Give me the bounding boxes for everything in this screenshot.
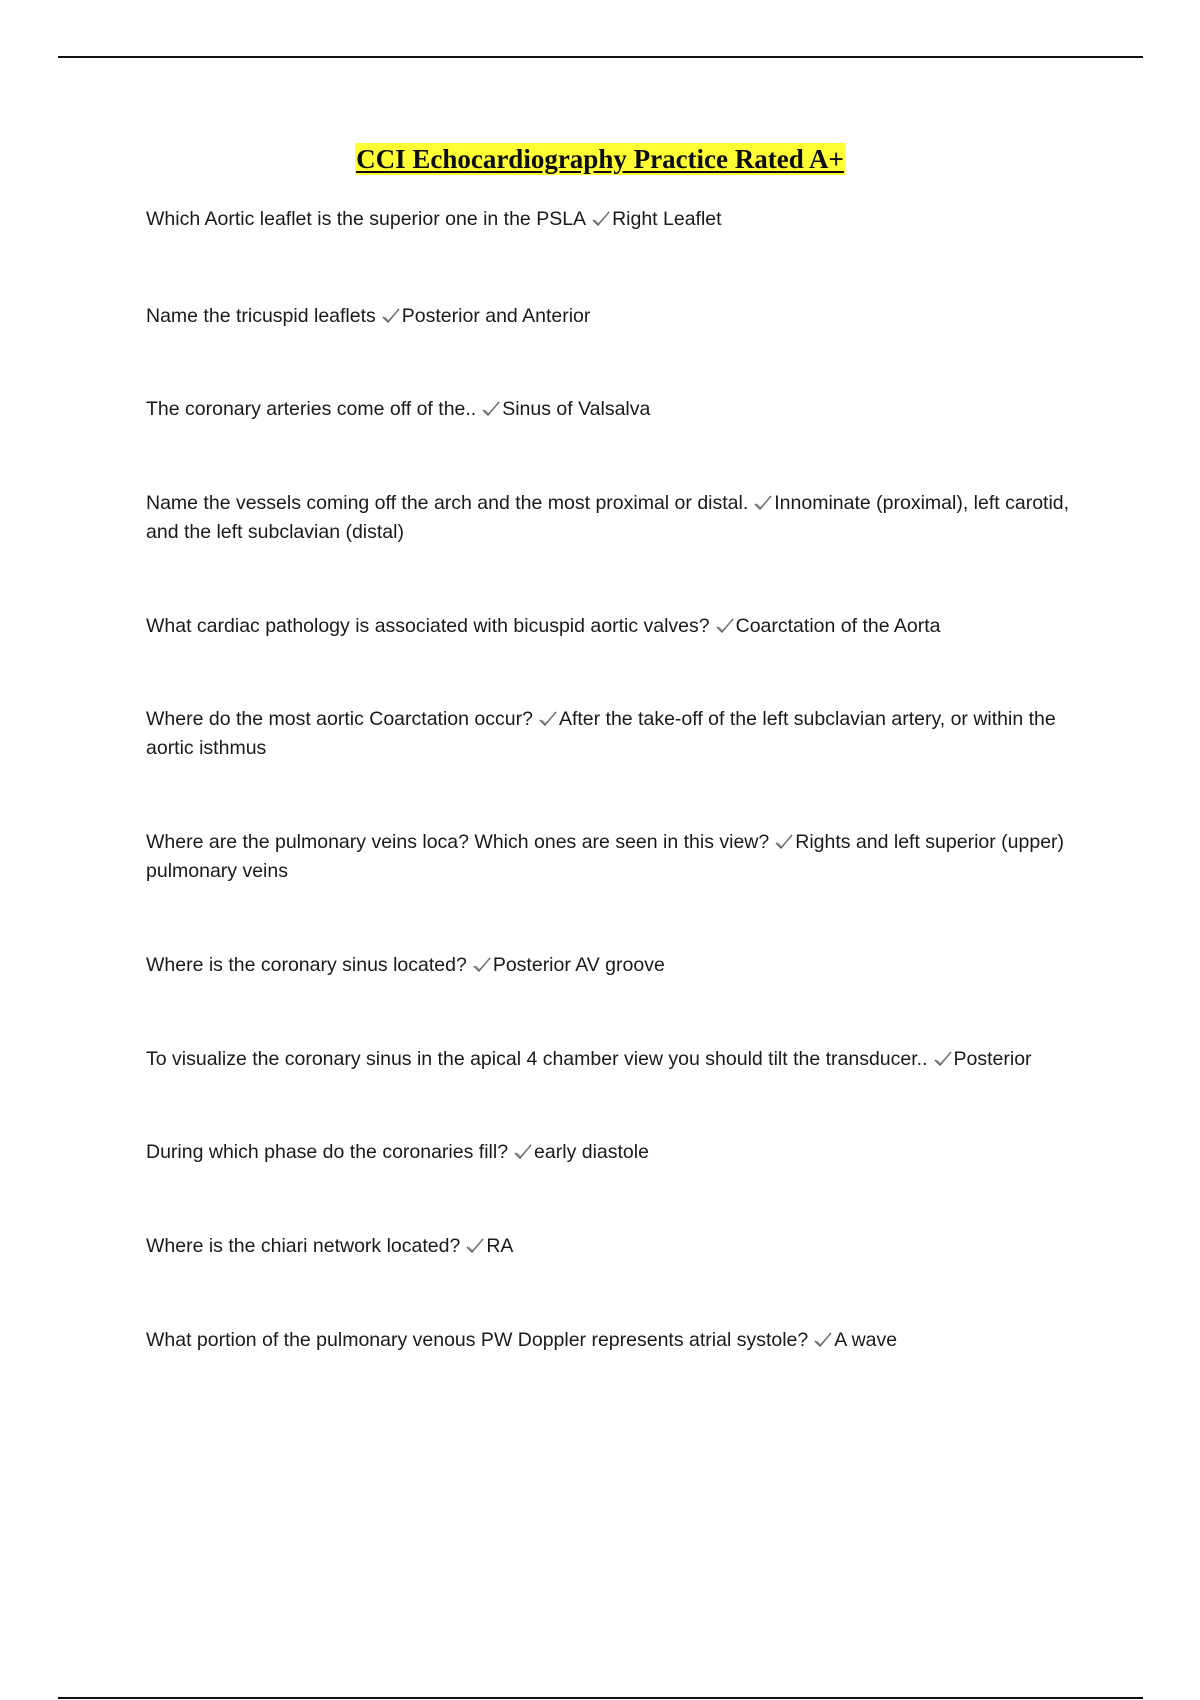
answer-text: Rights and left superior (upper) pulmonary veins [146, 831, 1065, 882]
answer-text: early diastole [534, 1141, 649, 1163]
qa-item [146, 828, 1086, 886]
answer-text: After the take-off of the left subclavian artery, or within the aortic isthmus [146, 708, 1056, 759]
question-text: What portion of the pulmonary venous PW Doppler represents atrial systole? [146, 1329, 809, 1351]
checkmark-icon [813, 1331, 833, 1349]
document-title: CCI Echocardiography Practice Rated A+ [356, 144, 844, 174]
question-text: During which phase do the coronaries fill? [146, 1141, 509, 1163]
checkmark-icon [481, 400, 501, 418]
question-text: To visualize the coronary sinus in the apical 4 chamber view you should tilt the transducer.. [146, 1048, 928, 1070]
qa-item [146, 612, 1086, 641]
answer-text: Posterior and Anterior [401, 305, 591, 327]
checkmark-icon [774, 833, 794, 851]
checkmark-icon [933, 1050, 953, 1068]
answer-text: Posterior AV groove [492, 954, 665, 976]
qa-item [146, 1138, 1086, 1167]
qa-item [146, 1232, 1086, 1261]
checkmark-icon [513, 1143, 533, 1161]
question-text: Where is the chiari network located? [146, 1235, 461, 1257]
question-text: Name the vessels coming off the arch and the most proximal or distal. [146, 492, 749, 514]
qa-item [146, 1045, 1086, 1074]
answer-text: Right Leaflet [612, 208, 722, 230]
answer-text: RA [486, 1235, 514, 1257]
question-text: Where do the most aortic Coarctation occur? [146, 708, 533, 730]
question-text: The coronary arteries come off of the.. [146, 398, 477, 420]
checkmark-icon [715, 617, 735, 635]
checkmark-icon [753, 494, 773, 512]
header-rule [58, 56, 1143, 58]
qa-item [146, 302, 1086, 331]
checkmark-icon [381, 307, 401, 325]
qa-item [146, 395, 1086, 424]
answer-text: Innominate (proximal), left carotid, and the left subclavian (distal) [146, 492, 1070, 543]
answer-text: Sinus of Valsalva [502, 398, 651, 420]
answer-text: A wave [834, 1329, 898, 1351]
qa-item [146, 489, 1086, 547]
checkmark-icon [538, 710, 558, 728]
question-text: What cardiac pathology is associated with bicuspid aortic valves? [146, 615, 710, 637]
footer-rule [58, 1697, 1143, 1699]
question-text: Name the tricuspid leaflets [146, 305, 376, 327]
title-block [0, 143, 1200, 175]
question-text: Where is the coronary sinus located? [146, 954, 467, 976]
qa-item [146, 205, 1086, 234]
question-text: Which Aortic leaflet is the superior one in the PSLA [146, 208, 587, 230]
question-text: Where are the pulmonary veins loca? Which ones are seen in this view? [146, 831, 770, 853]
checkmark-icon [472, 956, 492, 974]
qa-item [146, 705, 1086, 763]
qa-item [146, 1326, 1086, 1355]
qa-item [146, 951, 1086, 980]
checkmark-icon [591, 210, 611, 228]
answer-text: Posterior [953, 1048, 1032, 1070]
checkmark-icon [465, 1237, 485, 1255]
answer-text: Coarctation of the Aorta [735, 615, 941, 637]
